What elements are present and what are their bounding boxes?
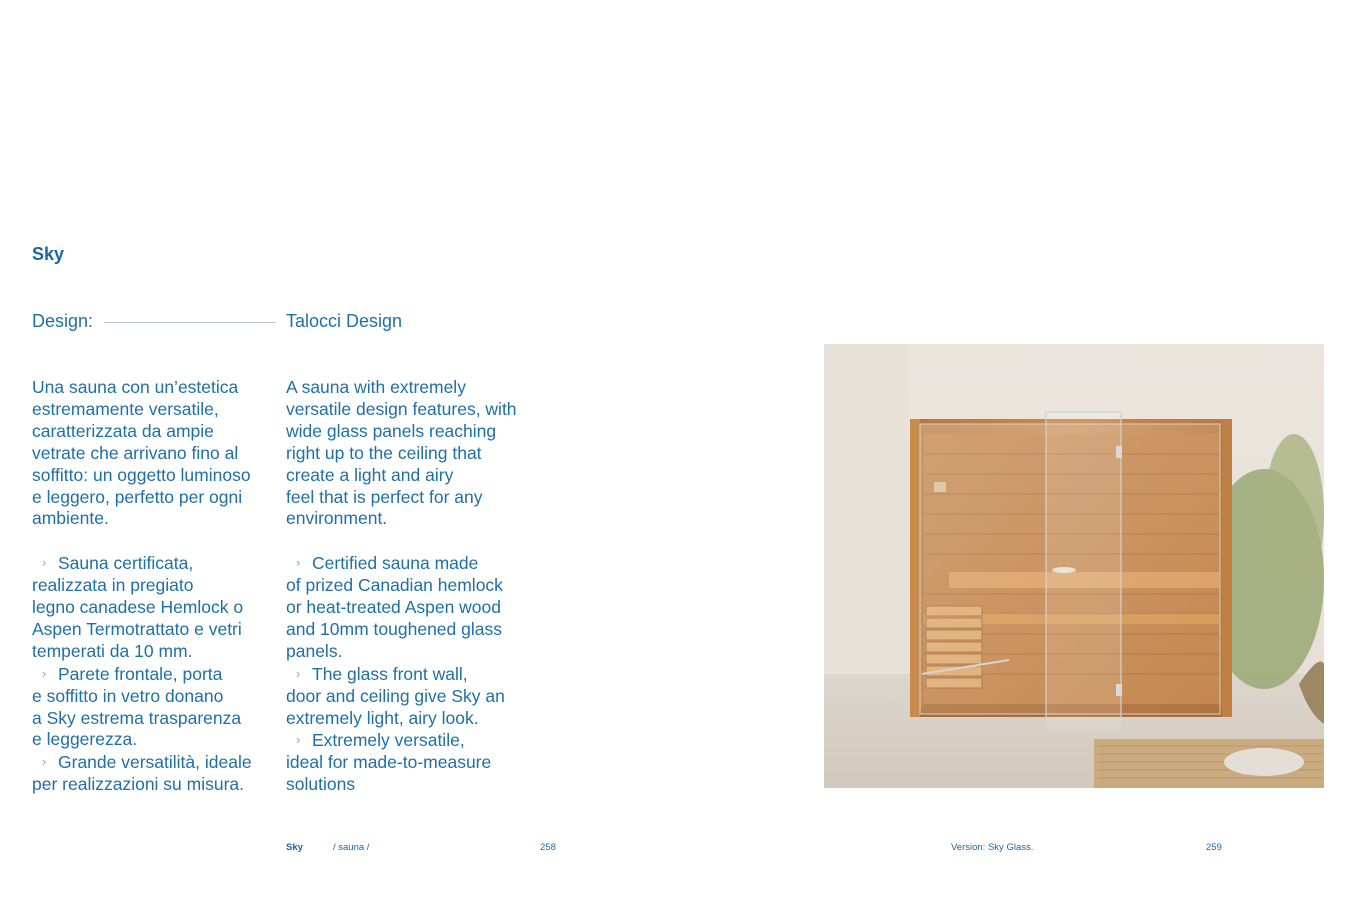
english-description — [286, 377, 536, 796]
sauna-illustration — [824, 344, 1324, 788]
text-line: versatile design features, with — [286, 398, 517, 419]
text-line: wide glass panels reaching — [286, 420, 497, 441]
footer-product-name: Sky — [286, 842, 303, 853]
text-line: e soffitto in vetro donano — [32, 685, 224, 706]
bullet-item: › Extremely versatile, — [286, 729, 536, 752]
text-line: create a light and airy — [286, 464, 454, 485]
chevron-right-icon: › — [296, 732, 301, 748]
designer-name: Talocci Design — [286, 311, 403, 331]
product-photo — [824, 344, 1324, 788]
chevron-right-icon: › — [42, 555, 47, 571]
text-line: estremamente versatile, — [32, 398, 219, 419]
text-line: panels. — [286, 640, 343, 661]
text-line: solutions — [286, 774, 356, 795]
photo-caption: Version: Sky Glass. — [951, 842, 1034, 853]
text-line: ambiente. — [32, 508, 109, 529]
bullet-item: › Certified sauna made — [286, 552, 536, 575]
bullet-item: › Sauna certificata, — [32, 552, 277, 575]
chevron-right-icon: › — [42, 754, 47, 770]
bullet-item: › Parete frontale, porta — [32, 663, 277, 686]
text-line: ideal for made-to-measure — [286, 752, 492, 773]
bullet-item: › Grande versatilità, ideale — [32, 751, 277, 774]
text-line: environment. — [286, 508, 388, 529]
text-line: caratterizzata da ampie — [32, 420, 214, 441]
chevron-right-icon: › — [296, 665, 301, 681]
text-line: vetrate che arrivano fino al — [32, 442, 239, 463]
text-line: e leggero, perfetto per ogni — [32, 486, 243, 507]
text-line: per realizzazioni su misura. — [32, 774, 245, 795]
text-line: extremely light, airy look. — [286, 707, 479, 728]
italian-description — [32, 377, 277, 796]
text-line: Aspen Termotrattato e vetri — [32, 618, 242, 639]
footer-section: / sauna / — [333, 842, 370, 853]
text-line: and 10mm toughened glass — [286, 618, 502, 639]
text-line: temperati da 10 mm. — [32, 640, 193, 661]
page-number-left: 258 — [540, 842, 556, 853]
text-line: legno canadese Hemlock o — [32, 597, 244, 618]
page-number-right: 259 — [1206, 842, 1222, 853]
product-title: Sky — [32, 244, 65, 264]
chevron-right-icon: › — [296, 555, 301, 571]
text-line: or heat-treated Aspen wood — [286, 597, 502, 618]
chevron-right-icon: › — [42, 665, 47, 681]
design-divider — [104, 322, 276, 323]
design-label: Design: — [32, 311, 94, 331]
text-line: Una sauna con un’estetica — [32, 377, 239, 397]
text-line: feel that is perfect for any — [286, 486, 483, 507]
text-line: of prized Canadian hemlock — [286, 575, 503, 596]
bullet-item: › The glass front wall, — [286, 663, 536, 686]
text-line: soffitto: un oggetto luminoso — [32, 464, 251, 485]
text-line: e leggerezza. — [32, 729, 138, 750]
text-line: realizzata in pregiato — [32, 575, 194, 596]
text-line: A sauna with extremely — [286, 377, 466, 397]
text-line: a Sky estrema trasparenza — [32, 707, 242, 728]
text-line: door and ceiling give Sky an — [286, 685, 505, 706]
text-line: right up to the ceiling that — [286, 442, 482, 463]
